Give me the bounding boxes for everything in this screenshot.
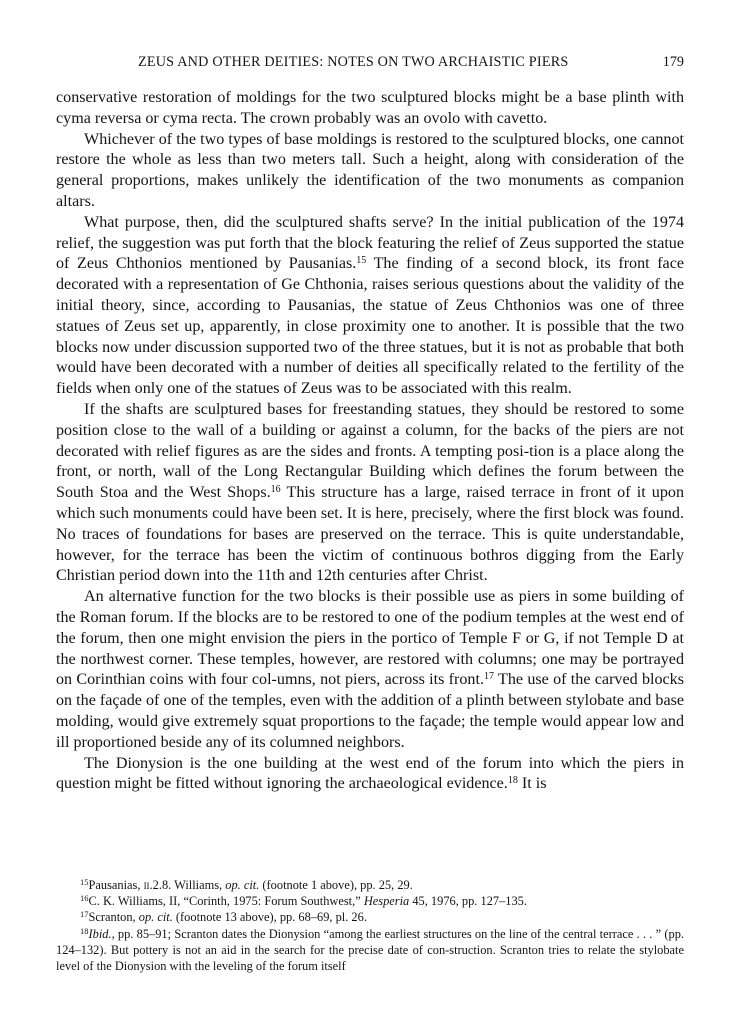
footnote-15-text-2: .2.8. Williams, (149, 878, 226, 892)
footnote-16-text-2: 45, 1976, pp. 127–135. (409, 894, 527, 909)
footnote-16-text: C. K. Williams, II, “Corinth, 1975: Forum Southwest,” (88, 894, 364, 909)
body-text (56, 88, 684, 795)
paragraph-6 (56, 754, 684, 796)
footnote-18-italic: Ibid. (88, 926, 112, 941)
paragraph-3-text-a: What purpose, then, did the sculptured shafts serve? In the initial publication of the 1974 relief, the suggestion was put forth that the block featuring the relief of Zeus supported the statue of Zeus Chthonios mentioned by Pausanias. (56, 213, 684, 273)
paragraph-2-text: Whichever of the two types of base moldings is restored to the sculptured blocks, one cannot restore the whole as less than two meters tall. Such a height, along with consideration of the general proportions, makes unlikely the identification of the two monuments as companion altars. (56, 130, 684, 210)
paragraph-6-text-a: The Dionysion is the one building at the west end of the forum into which the piers in question might be fitted without ignoring the archaeological evidence. (56, 754, 684, 793)
footnote-ref-18[interactable]: 18 (507, 775, 518, 787)
footnote-15-text-3: (footnote 1 above), pp. 25, 29. (259, 878, 413, 892)
footnote-ref-17[interactable]: 17 (483, 671, 494, 683)
footnote-17 (56, 909, 684, 925)
paragraph-5-text-a: An alternative function for the two blocks is their possible use as piers in some building of the Roman forum. If the blocks are to be restored to one of the podium temples at the west end of the forum, then one might envision the piers in the portico of Temple F or G, if not Temple D at the northwest corner. These temples, however, are restored with columns; one may be portrayed on Corinthian coins with four col-umns, not piers, across its front. (56, 588, 684, 689)
running-header (56, 54, 684, 74)
paragraph-2 (56, 130, 684, 213)
footnote-15-text: Pausanias, (88, 878, 144, 892)
footnotes (56, 877, 684, 974)
paragraph-1 (56, 88, 684, 130)
footnote-ref-15[interactable]: 15 (356, 255, 367, 267)
running-title: ZEUS AND OTHER DEITIES: NOTES ON TWO ARCHAISTIC PIERS (138, 54, 569, 70)
footnote-15-italic: op. cit. (225, 878, 260, 892)
page-number: 179 (662, 54, 684, 70)
footnote-number: 16 (80, 893, 89, 904)
paragraph-5-text-b: The use of the carved blocks on the façade of one of the temples, even with the addition of a plinth between stylobate and base molding, would give extremely squat proportions to the façade; the temple would appear low and ill proportioned beside any of its columned neighbors. (56, 671, 684, 751)
footnote-ref-16[interactable]: 16 (270, 484, 281, 496)
footnote-15 (56, 877, 684, 893)
footnote-15-book: ii (143, 878, 150, 892)
paragraph-4-text-b: This structure has a large, raised terrace in front of it upon which such monuments could have been set. It is here, precisely, where the first block was found. No traces of foundations for bases are preserved on the terrace. This is quite understandable, however, for the terrace has been the victim of continuous bothros digging from the Early Christian period down into the 11th and 12th centuries after Christ. (56, 484, 684, 585)
footnote-16 (56, 893, 684, 909)
footnote-16-journal: Hesperia (363, 894, 410, 909)
paragraph-4 (56, 400, 684, 587)
footnote-number: 15 (80, 877, 89, 887)
footnote-17-text-2: (footnote 13 above), pp. 68–69, pl. 26. (172, 910, 367, 925)
paragraph-4-text-a: If the shafts are sculptured bases for freestanding statues, they should be restored to some position close to the wall of a building or against a column, for the backs of the piers are not decorated with relief figures as are the sides and fronts. A tempting posi-tion is a place along the front, or north, wall of the Long Rectangular Building which defines the forum between the South Stoa and the West Shops. (56, 400, 684, 502)
footnote-18 (56, 926, 684, 975)
paragraph-5 (56, 587, 684, 753)
paragraph-6-text-b: It is (517, 775, 547, 793)
paragraph-1-text: conservative restoration of moldings for the two sculptured blocks might be a base plinth with cyma reversa or cyma recta. The crown probably was an ovolo with cavetto. (56, 89, 684, 127)
footnote-17-text: Scranton, (88, 910, 139, 925)
paragraph-3 (56, 213, 684, 400)
footnote-number: 18 (80, 925, 89, 936)
footnote-number: 17 (80, 909, 89, 920)
footnote-17-italic: op. cit. (138, 910, 173, 925)
footnote-18-text: , pp. 85–91; Scranton dates the Dionysion “among the earliest structures on the line of the central terrace . . . ” (pp. 124–132). But pottery is not an aid in the search for the precise date of con-struction. Scranton tries to relate the stylobate level of the Dionysion with the leveling of the forum itself (56, 926, 684, 974)
paragraph-3-text-b: The finding of a second block, its front face decorated with a representation of Ge Chthonia, raises serious questions about the validity of the initial theory, since, according to Pausanias, the statue of Zeus Chthonios was one of three statues of Zeus set up, apparently, in close proximity one to another. It is possible that the two blocks now under discussion supported two of the three statues, but it is not as probable that both would have been decorated with a number of deities all specifically related to the fertility of the fields when only one of the statues of Zeus was to be associated with this realm. (56, 255, 684, 398)
